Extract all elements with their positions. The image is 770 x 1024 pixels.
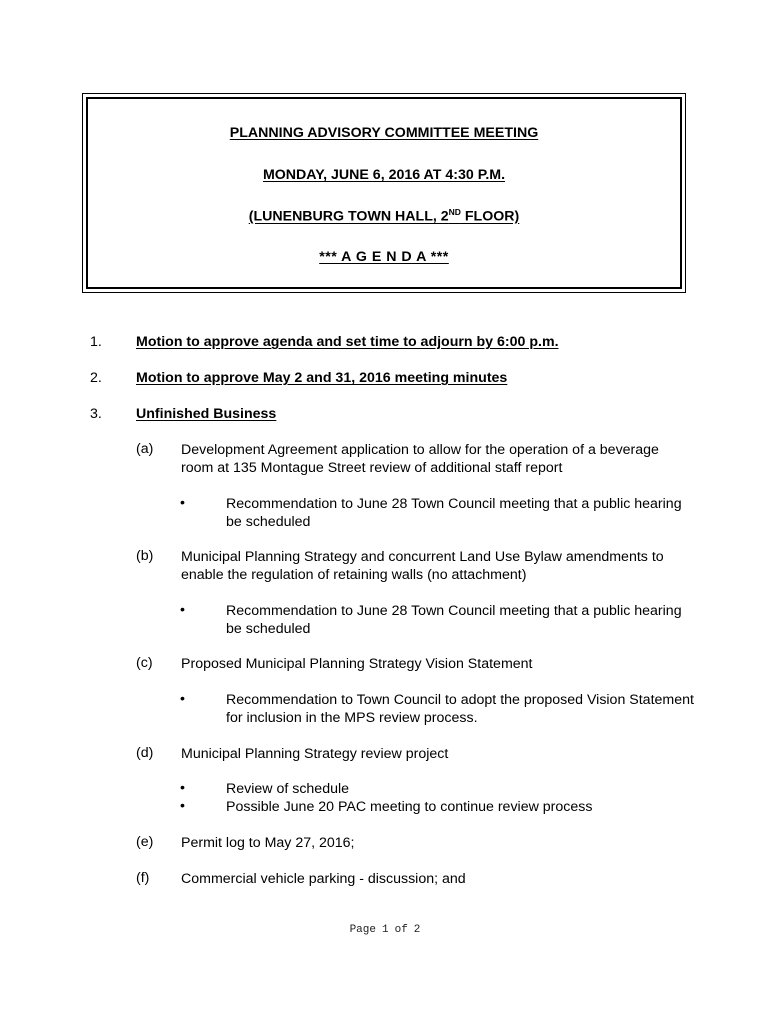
- page-number: 1: [381, 924, 389, 936]
- meeting-location: (LUNENBURG TOWN HALL, 2ND FLOOR): [248, 207, 520, 225]
- bullet-text: Recommendation to Town Council to adopt the proposed Vision Statement for inclusion in the MPS review process.: [226, 692, 694, 726]
- item-number: 3.: [90, 406, 102, 422]
- bullet-text: Recommendation to June 28 Town Council meeting that a public hearing be scheduled: [226, 496, 682, 530]
- subitem-text: Development Agreement application to allow for the operation of a beverage room at 135 Montague Street review of additional staff report: [181, 442, 659, 476]
- bullet-symbol: •: [180, 691, 185, 707]
- subitem-letter: (a): [136, 441, 154, 457]
- subitem-letter: (d): [136, 745, 154, 761]
- item-number: 2.: [90, 370, 102, 386]
- page-total: 2: [413, 924, 421, 936]
- meeting-title: PLANNING ADVISORY COMMITTEE MEETING: [229, 125, 539, 141]
- subitem-letter: (e): [136, 834, 154, 850]
- subitem-letter: (c): [136, 655, 153, 671]
- page-footer: [0, 924, 770, 936]
- meeting-date: MONDAY, JUNE 6, 2016 AT 4:30 P.M.: [262, 167, 506, 183]
- subitem-text: Commercial vehicle parking - discussion; and: [181, 871, 466, 887]
- subitem-text: Municipal Planning Strategy and concurrent Land Use Bylaw amendments to enable the regulation of retaining walls (no attachment): [181, 549, 664, 583]
- subitem-letter: (b): [136, 548, 154, 564]
- item-title: Motion to approve agenda and set time to adjourn by 6:00 p.m.: [136, 334, 559, 350]
- subitem-text: Municipal Planning Strategy review project: [181, 746, 449, 762]
- bullet-text: Possible June 20 PAC meeting to continue review process: [226, 799, 593, 815]
- bullet-text: Review of schedule: [226, 781, 350, 797]
- subitem-text: Proposed Municipal Planning Strategy Vision Statement: [181, 656, 533, 672]
- subitem-text: Permit log to May 27, 2016;: [181, 835, 355, 851]
- agenda-header-box: [82, 93, 686, 293]
- bullet-symbol: •: [180, 798, 185, 814]
- bullet-symbol: •: [180, 495, 185, 511]
- item-title: Unfinished Business: [136, 406, 277, 422]
- agenda-heading: *** A G E N D A ***: [319, 249, 449, 265]
- bullet-symbol: •: [180, 780, 185, 796]
- bullet-symbol: •: [180, 602, 185, 618]
- page-label: Page: [349, 924, 376, 936]
- item-number: 1.: [90, 334, 102, 350]
- of-label: of: [394, 924, 408, 936]
- bullet-text: Recommendation to June 28 Town Council meeting that a public hearing be scheduled: [226, 603, 682, 637]
- item-title: Motion to approve May 2 and 31, 2016 meeting minutes: [136, 370, 508, 386]
- subitem-letter: (f): [136, 870, 150, 886]
